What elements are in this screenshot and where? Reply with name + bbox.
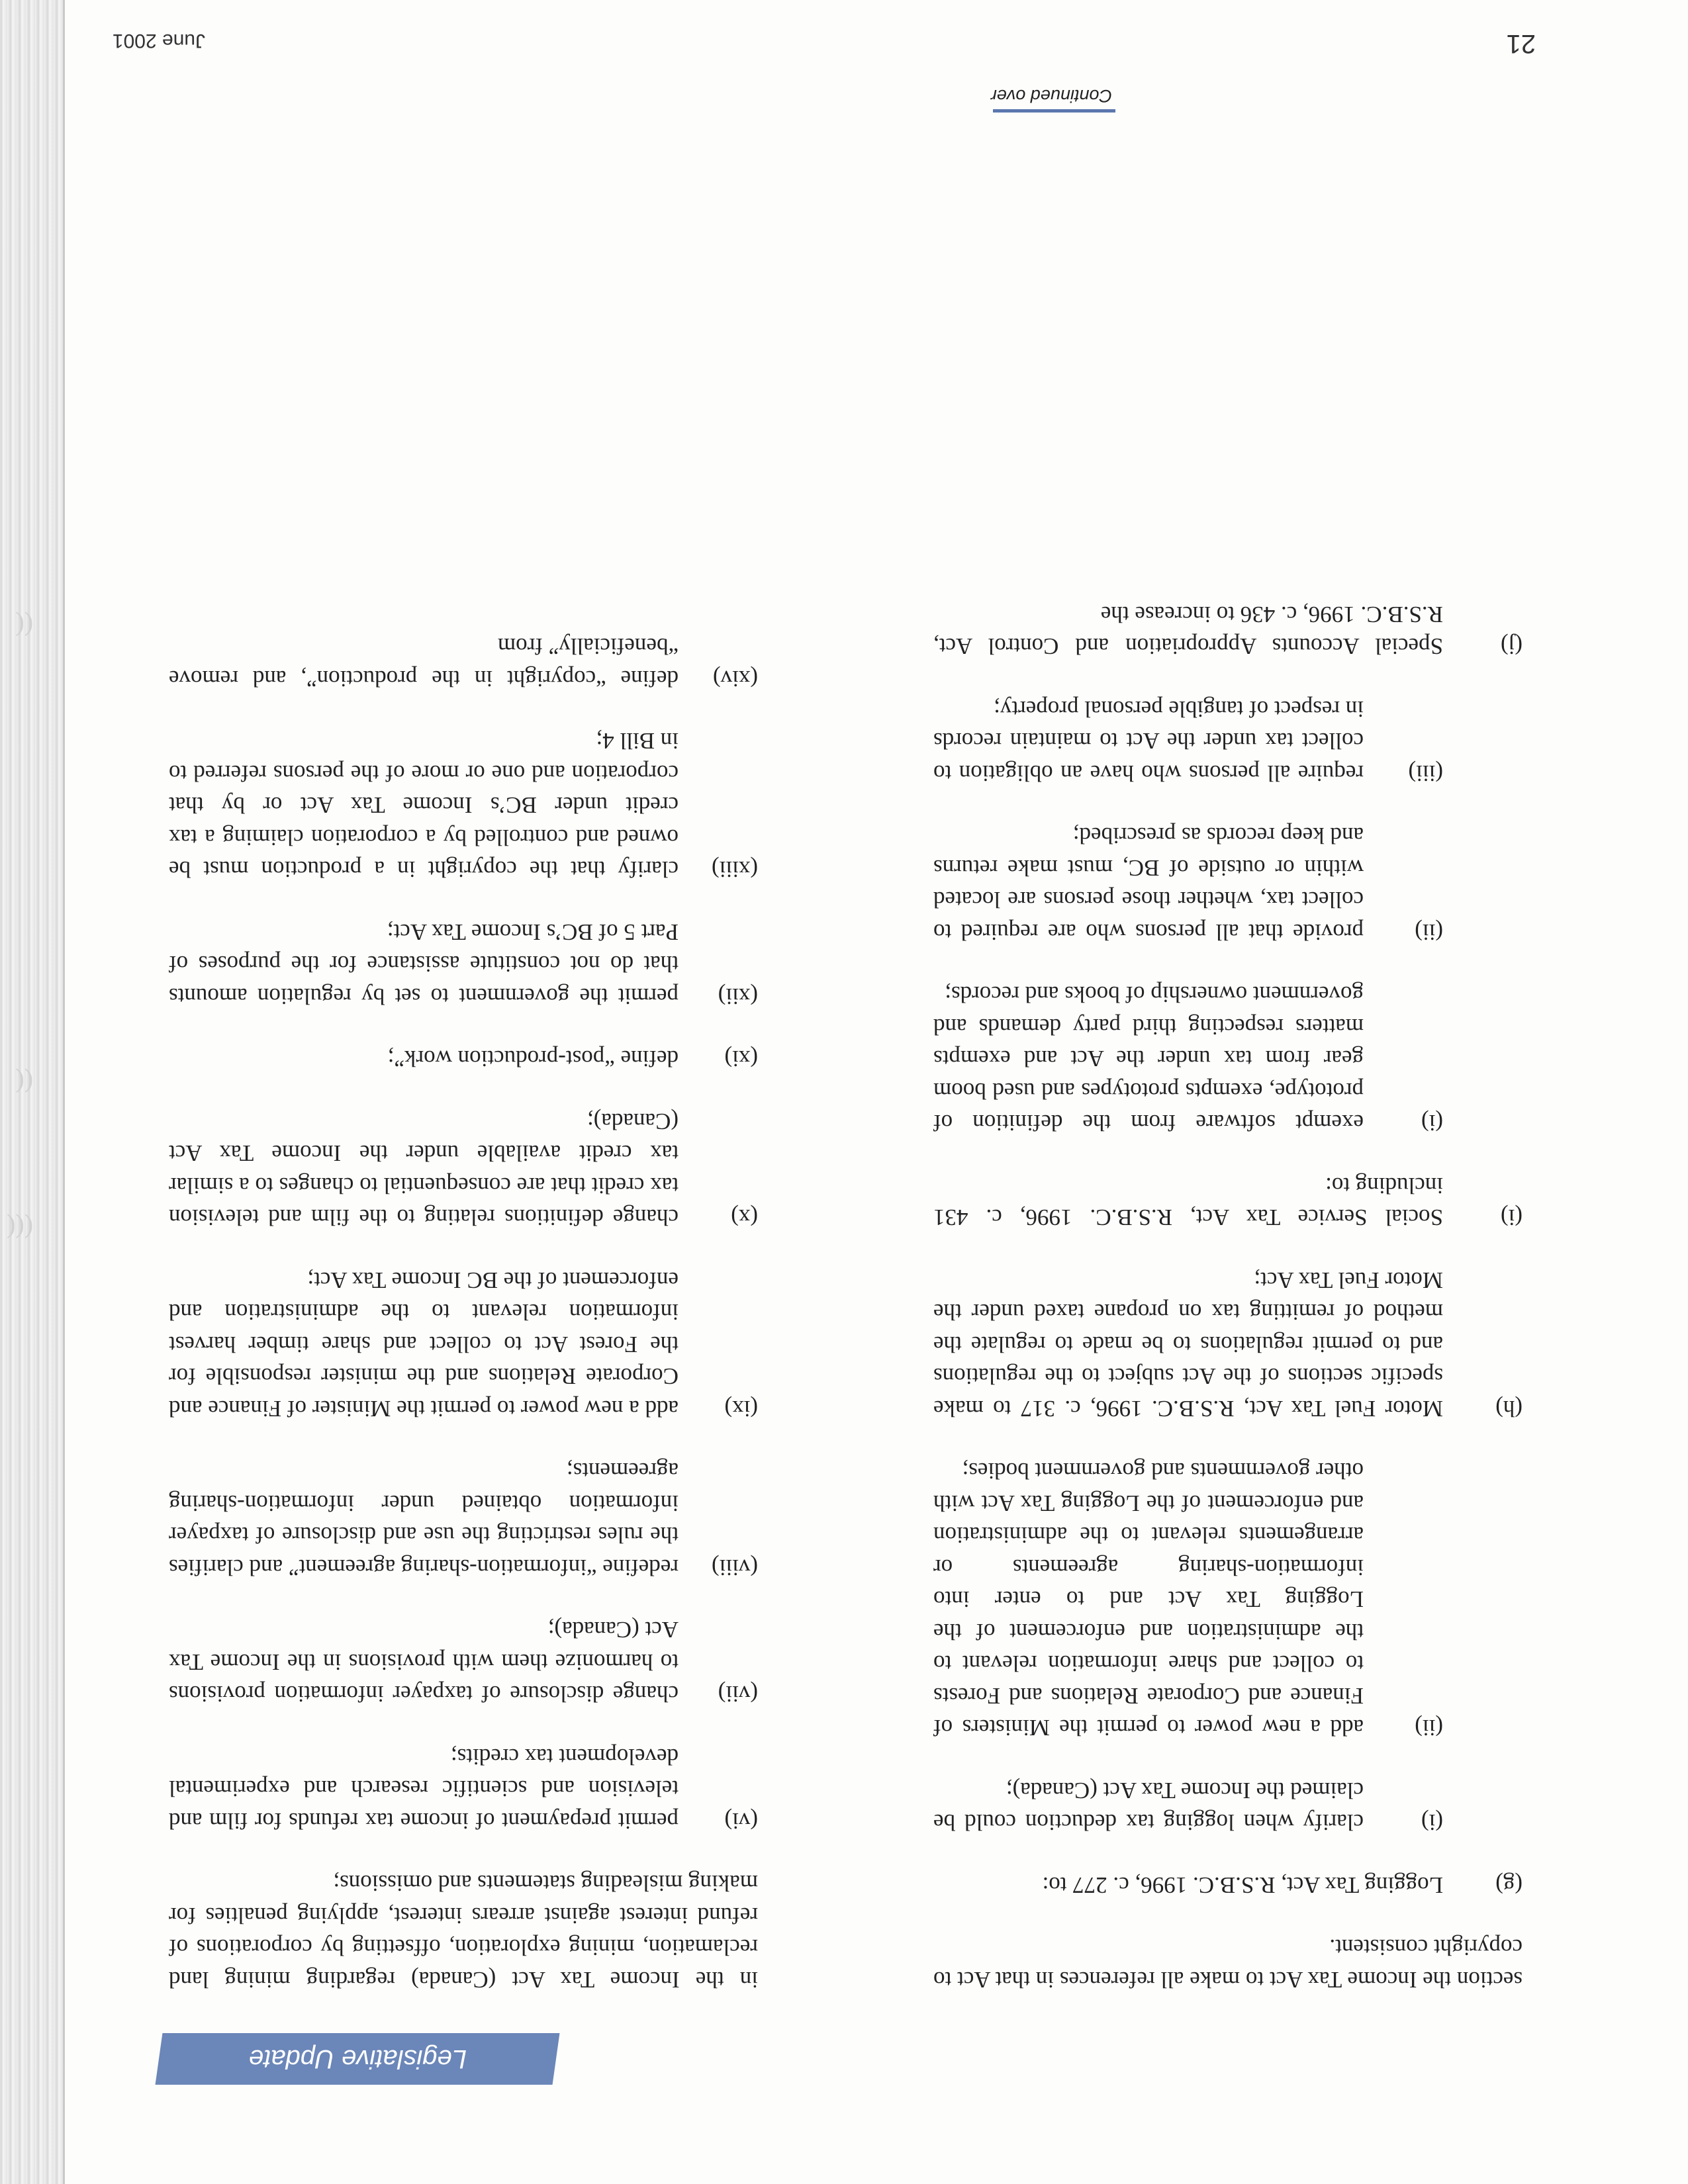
list-item (933, 819, 1443, 948)
item-marker: (vi) (724, 1808, 758, 1834)
section-text: Social Service Tax Act, R.S.B.C. 1996, c. 431 including to: (933, 1173, 1443, 1231)
section-item (933, 1869, 1523, 1901)
footer-date: June 2001 (112, 30, 205, 52)
item-marker: (ix) (724, 1396, 758, 1422)
item-text: clarify when logging tax deduction could be claimed the Income Tax Act (Canada); (933, 1778, 1364, 1836)
list-item (169, 1614, 758, 1710)
item-marker: (xiii) (712, 856, 758, 883)
continuation-text: in the Income Tax Act (Canada) regarding mining land reclamation, mining exploration, offsetting by corporations of refund interest against arrears interest, applying penalties for making misleading statements and omissions; (169, 1870, 758, 1993)
list-item (169, 630, 758, 694)
list-item (933, 978, 1443, 1139)
sub-item-group (933, 1455, 1523, 1839)
item-text: permit the government to set by regulation amounts that do not constitute assistance for the purposes of Part 5 of BC’s Income Tax Act; (169, 919, 679, 1009)
section-item (933, 1169, 1523, 1234)
page-number: 21 (1506, 29, 1536, 58)
sub-item-group (933, 693, 1523, 1139)
list-item (169, 1105, 758, 1234)
item-marker: (xi) (724, 1046, 758, 1072)
section-marker: (h) (1495, 1396, 1523, 1422)
margin-mark: (( (15, 612, 33, 641)
item-marker: (iii) (1408, 760, 1443, 786)
section-item (933, 1264, 1523, 1425)
margin-mark: (( (15, 1068, 33, 1098)
continuation-text: section the Income Tax Act to make all references in that Act to copyright consistent. (933, 1934, 1523, 1993)
list-item (933, 1455, 1443, 1744)
item-text: permit prepayment of income tax refunds for film and television and scientific research and experimental development tax credits; (169, 1744, 679, 1834)
item-text: redefine “information-sharing agreement” and clarifies the rules restricting the use and disclosure of taxpayer information obtained under information-sharing agreements; (169, 1458, 679, 1580)
list-item (169, 916, 758, 1013)
list-item (169, 725, 758, 886)
item-marker: (i) (1421, 1110, 1443, 1136)
item-marker: (xiv) (712, 666, 758, 692)
right-column (933, 568, 1523, 1996)
continued-rule (993, 109, 1115, 113)
item-marker: (i) (1421, 1809, 1443, 1836)
item-text: provide that all persons who are required to collect tax, whether those persons are located within or outside of BC, must make returns and keep records as prescribed; (933, 823, 1364, 945)
item-text: define “post-production work”; (387, 1046, 679, 1072)
item-marker: (ii) (1415, 1715, 1443, 1741)
continued-over-label: Continued over (990, 86, 1112, 106)
list-item (169, 1264, 758, 1425)
section-text: Motor Fuel Tax Act, R.S.B.C. 1996, c. 317 to make specific sections of the Act subject to the regulations and to permit regulations to be made to regulate the method of remitting tax on propane taxed under the Motor Fuel Tax Act; (933, 1267, 1443, 1422)
list-item (933, 693, 1443, 790)
section-text: Special Accounts Appropriation and Control Act, R.S.B.C. 1996, c. 436 to increase the (933, 602, 1443, 660)
item-text: clarify that the copyright in a production must be owned and controlled by a corporation claiming a tax credit under BC’s Income Tax Act or by that corporation and one or more of the persons referred to in Bill 4; (169, 728, 679, 883)
section-marker: (j) (1500, 633, 1523, 660)
item-marker: (viii) (712, 1555, 758, 1580)
item-text: change disclosure of taxpayer information provisions to harmonize them with provisions in the Income Tax Act (Canada); (169, 1617, 679, 1707)
section-banner (156, 2033, 560, 2085)
item-marker: (xii) (718, 983, 758, 1009)
list-item (169, 1042, 758, 1075)
item-text: require all persons who have an obligation to collect tax under the Act to maintain records in respect of tangible personal property; (933, 696, 1364, 786)
list-item (933, 1774, 1443, 1839)
item-marker: (ii) (1415, 919, 1443, 945)
list-item (169, 1741, 758, 1837)
item-text: exempt software from the definition of prototype, exempts prototypes and used boom gear from tax under the Act and exempts matters respecting third party demands and government ownership of books and records; (933, 981, 1364, 1136)
section-banner-label: Legislative Update (248, 2044, 467, 2074)
item-text: define “copyright in the production”, and remove “beneficially” from (169, 633, 679, 692)
list-item (169, 1455, 758, 1583)
item-marker: (x) (731, 1205, 758, 1231)
item-text: add a new power to permit the Minister of Finance and Corporate Relations and the minister responsible for the Forest Act to collect and share timber harvest information relevant to the administration and enforcement of the BC Income Tax Act; (169, 1267, 679, 1422)
section-item (933, 598, 1523, 662)
item-text: change definitions relating to the film and television tax credit that are consequential to changes to a similar tax credit available under the Income Tax Act (Canada); (169, 1109, 679, 1231)
margin-mark: ((( (7, 1214, 33, 1244)
section-marker: (i) (1500, 1205, 1523, 1231)
page-edge-line (63, 0, 65, 2184)
item-text: add a new power to permit the Ministers of Finance and Corporate Relations and Forests to collect and share information relevant to the administration and enforcement of the Logging Tax Act and to enter into information-sharing agreements or arrangements relevant to the administration and enforcement of the Logging Tax Act with other governments and government bodies; (933, 1458, 1364, 1741)
item-marker: (vii) (718, 1681, 758, 1707)
section-text: Logging Tax Act, R.S.B.C. 1996, c. 277 to: (1042, 1872, 1443, 1898)
section-marker: (g) (1495, 1872, 1523, 1898)
left-column (169, 600, 758, 1995)
